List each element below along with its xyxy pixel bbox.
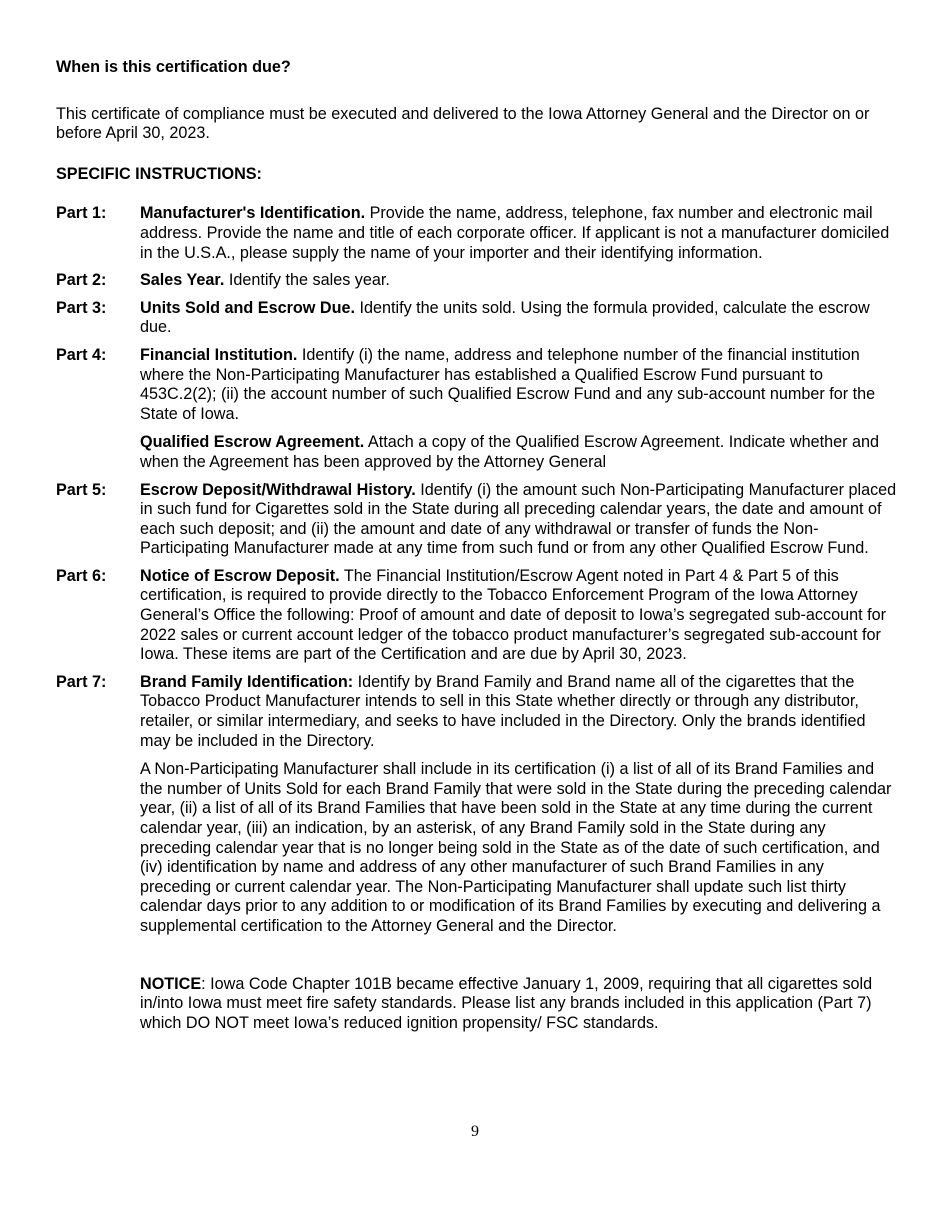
notice-title: NOTICE (140, 974, 202, 993)
notice-text: : Iowa Code Chapter 101B became effective January 1, 2009, requiring that all cigarettes sold in/into Iowa must meet fire safety standards. Please list any brands included in this application (Part 7) which DO NOT meet Iowa’s reduced ignition propensity/ FSC standards. (140, 974, 873, 1032)
part-text: Identify (i) the name, address and telephone number of the financial institution where the Non-Participating Manufacturer has established a Qualified Escrow Fund pursuant to 453C.2(2); (ii) the account number of such Qualified Escrow Fund and any sub-account number for the State of Iowa. (140, 345, 876, 423)
part-body (140, 204, 898, 263)
part-text: Provide the name, address, telephone, fax number and electronic mail address. Provide the name and title of each corporate officer. If applicant is not a manufacturer domiciled in the U.S.A., please supply the name of your importer and their identifying information. (140, 204, 890, 262)
part-extra-text: Attach a copy of the Qualified Escrow Agreement. Indicate whether and when the Agreement has been approved by the Attorney General (140, 433, 879, 471)
part-label: Part 6: (56, 566, 107, 585)
part-3 (56, 299, 898, 338)
part-label: Part 4: (56, 345, 107, 364)
part-7 (56, 673, 898, 937)
notice-paragraph (140, 975, 898, 1034)
part-body (140, 481, 898, 559)
part-paragraph (140, 346, 898, 424)
part-title: Escrow Deposit/Withdrawal History. (140, 480, 416, 499)
part-text: Identify the sales year. (224, 271, 390, 290)
part-paragraph (140, 271, 898, 291)
part-text: Identify the units sold. Using the formula provided, calculate the escrow due. (140, 298, 870, 337)
part-body (140, 271, 898, 291)
part-5 (56, 481, 898, 559)
specific-instructions-heading: SPECIFIC INSTRUCTIONS: (56, 164, 262, 183)
part-extra-title: Qualified Escrow Agreement. (140, 433, 365, 452)
part-body (140, 346, 898, 473)
part-paragraph (140, 673, 898, 751)
intro-paragraph: This certificate of compliance must be executed and delivered to the Iowa Attorney General and the Director on or before April 30, 2023. (56, 104, 870, 143)
part-label: Part 3: (56, 298, 107, 317)
part-body (140, 567, 898, 665)
part-paragraph (140, 481, 898, 559)
fire-safety-notice (140, 975, 898, 1034)
part-text: Identify by Brand Family and Brand name all of the cigarettes that the Tobacco Product Manufacturer intends to sell in this State whether directly or through any distributor, retailer, or similar intermediary, and seeks to have included in the Directory. Only the brands identified may be included in the Directory. (140, 672, 866, 750)
part-body (140, 673, 898, 937)
part-label: Part 5: (56, 480, 107, 499)
part-text: The Financial Institution/Escrow Agent noted in Part 4 & Part 5 of this certification, is required to provide directly to the Tobacco Enforcement Program of the Iowa Attorney General’s Office the following: Proof of amount and date of deposit to Iowa’s segregated sub-account for 2022 sales or current account ledger of the tobacco product manufacturer’s segregated sub-account for Iowa. These items are part of the Certification and are due by April 30, 2023. (140, 566, 886, 664)
part-paragraph (140, 567, 898, 665)
part-text: Identify (i) the amount such Non-Participating Manufacturer placed in such fund for Cigarettes sold in the State during all preceding calendar years, the date and amount of each such deposit; and (ii) the amount and date of any withdrawal or transfer of funds the Non-Participating Manufacturer made at any time from such fund or from any other Qualified Escrow Fund. (140, 480, 897, 558)
part-title: Sales Year. (140, 271, 225, 290)
document-page (56, 58, 898, 1033)
part-extra-paragraph (140, 433, 898, 472)
part-title: Notice of Escrow Deposit. (140, 566, 340, 585)
part-title: Manufacturer's Identification. (140, 204, 366, 223)
part-title: Brand Family Identification: (140, 672, 354, 691)
part-1 (56, 204, 898, 263)
part-6 (56, 567, 898, 665)
page-number: 9 (471, 1123, 479, 1140)
part-4 (56, 346, 898, 473)
part-2 (56, 271, 898, 291)
part-title: Financial Institution. (140, 345, 298, 364)
part-paragraph (140, 204, 898, 263)
due-heading: When is this certification due? (56, 58, 291, 76)
part-title: Units Sold and Escrow Due. (140, 298, 355, 317)
part-label: Part 7: (56, 672, 107, 691)
part-label: Part 2: (56, 271, 107, 290)
part-extra-paragraph: A Non-Participating Manufacturer shall include in its certification (i) a list of all of its Brand Families and the number of Units Sold for each Brand Family that were sold in the State during the preceding calendar year, (ii) a list of all of its Brand Families that have been sold in the State at any time during the current calendar year, (iii) an indication, by an asterisk, of any Brand Family sold in the State during any preceding calendar year that is no longer being sold in the State as of the date of such certification, and (iv) identification by name and address of any other manufacturer of such Brand Families in any preceding or current calendar year. The Non-Participating Manufacturer shall update such list thirty calendar days prior to any addition to or modification of its Brand Families by executing and delivering a supplemental certification to the Attorney General and the Director. (140, 760, 892, 935)
part-body (140, 299, 898, 338)
part-paragraph (140, 299, 898, 338)
part-label: Part 1: (56, 204, 107, 223)
